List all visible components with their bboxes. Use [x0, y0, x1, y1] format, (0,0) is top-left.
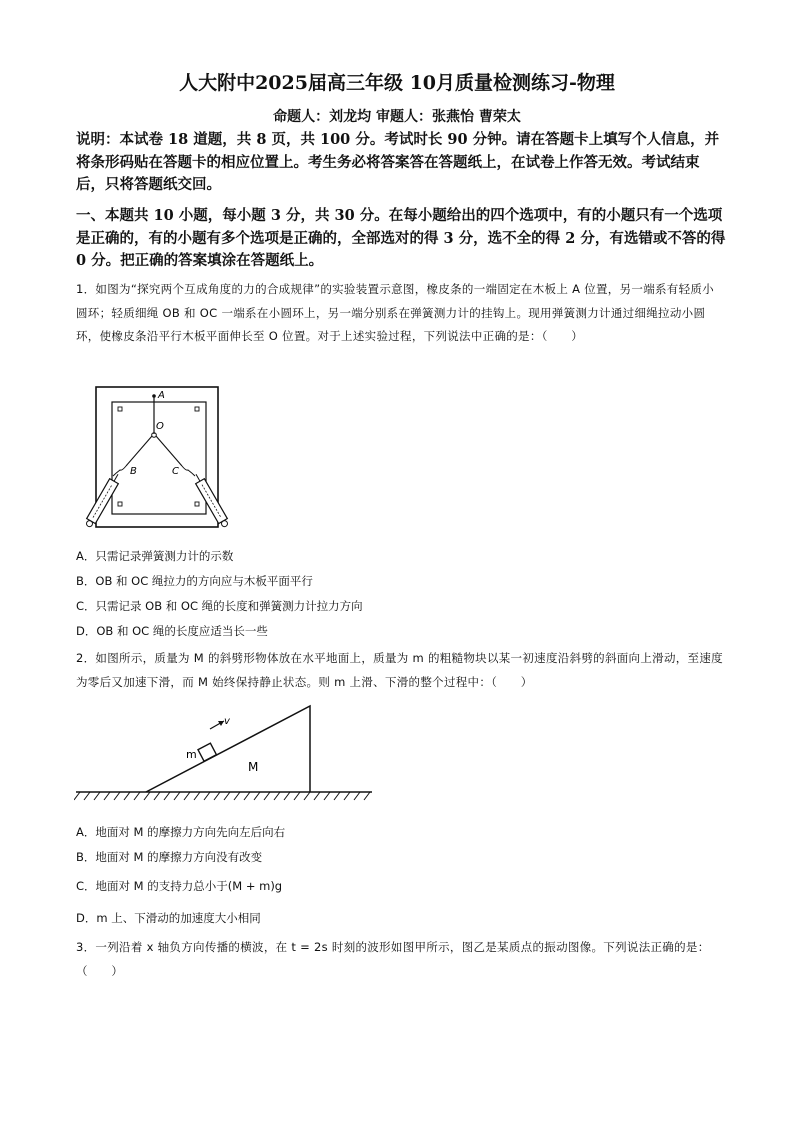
question-3-stem: 3．一列沿着 x 轴负方向传播的横波，在 t = 2s 时刻的波形如图甲所示，图乙是某质点的振动图像。下列说法正确的是：（ ）: [76, 940, 710, 978]
label-big-m: M: [248, 760, 259, 774]
question-2-figure: [74, 700, 374, 808]
instructions: 说明：本试卷 18 道题，共 8 页，共 100 分。考试时长 90 分钟。请在答题卡上填写个人信息，并将条形码贴在答题卡的相应位置上。考生务必将答案答在答题纸上，在试卷上作答无效。考试结束后，只将答题纸交回。: [76, 131, 720, 193]
question-2-stem: 2．如图所示，质量为 M 的斜劈形物体放在水平地面上，质量为 m 的粗糙物块以某一初速度沿斜劈的斜面向上滑动，至速度为零后又加速下滑，而 M 始终保持静止状态。则 m 上滑、下滑的整个过程中：（ ）: [76, 651, 723, 689]
label-o: O: [156, 421, 164, 432]
authors-line: 命题人：刘龙均 审题人：张燕怡 曹荣太: [273, 109, 521, 125]
question-2-option-b: B．地面对 M 的摩擦力方向没有改变: [76, 850, 263, 864]
label-b: B: [130, 466, 137, 477]
question-1-figure: [74, 384, 246, 534]
label-a: A: [158, 390, 165, 401]
question-1-stem: 1．如图为“探究两个互成角度的力的合成规律”的实验装置示意图，橡皮条的一端固定在木板上 A 位置，另一端系有轻质小圆环；轻质细绳 OB 和 OC 一端系在小圆环上，另一端分别系在弹簧测力计的挂钩上。现用弹簧测力计通过细绳拉动小圆环，使橡皮条沿平行木板平面伸长至 O 位置。对于上述实验过程，下列说法中正确的是：（ ）: [76, 282, 715, 343]
label-m: m: [186, 748, 197, 761]
label-c: C: [172, 466, 179, 477]
page-title: 人大附中2025届高三年级 10月质量检测练习-物理: [179, 72, 615, 94]
label-v: v: [224, 716, 230, 727]
section-one-heading: 一、本题共 10 小题，每小题 3 分，共 30 分。在每小题给出的四个选项中，有的小题只有一个选项是正确的，有的小题有多个选项是正确的，全部选对的得 3 分，选不全的得 2 分，有选错或不答的得 0 分。把正确的答案填涂在答题纸上。: [76, 207, 726, 269]
question-2-option-c: C．地面对 M 的支持力总小于(M + m)g: [76, 879, 283, 893]
question-1-option-d: D．OB 和 OC 绳的长度应适当长一些: [76, 624, 268, 638]
question-1-option-a: A．只需记录弹簧测力计的示数: [76, 549, 234, 563]
question-1-option-b: B．OB 和 OC 绳拉力的方向应与木板平面平行: [76, 574, 313, 588]
question-2-option-a: A．地面对 M 的摩擦力方向先向左后向右: [76, 825, 286, 839]
question-1-option-c: C．只需记录 OB 和 OC 绳的长度和弹簧测力计拉力方向: [76, 599, 363, 613]
question-2-option-d: D．m 上、下滑动的加速度大小相同: [76, 911, 261, 925]
